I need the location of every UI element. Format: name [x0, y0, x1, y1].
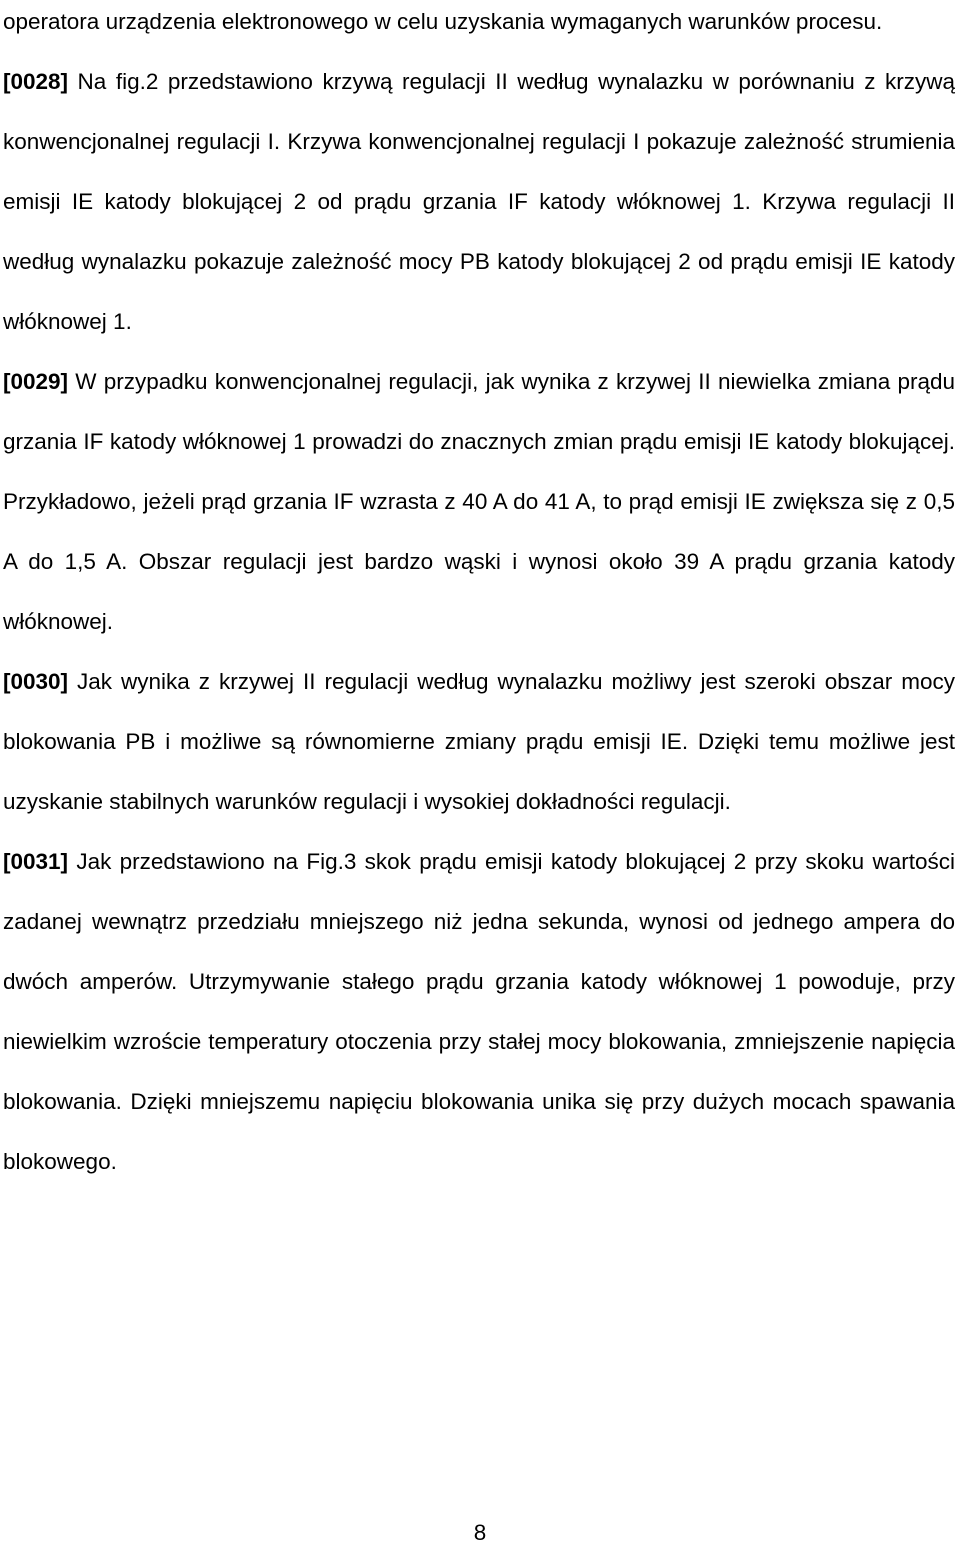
paragraph-0030 — [3, 652, 955, 832]
paragraph-text: W przypadku konwencjonalnej regulacji, jak wynika z krzywej II niewielka zmiana prądu grzania IF katody włóknowej 1 prowadzi do znacznych zmian prądu emisji IE katody blokującej. Przykładowo, jeżeli prąd grzania IF wzrasta z 40 A do 41 A, to prąd emisji IE zwiększa się z 0,5 A do 1,5 A. Obszar regulacji jest bardzo wąski i wynosi około 39 A prądu grzania katody włóknowej. — [3, 369, 955, 634]
paragraph-number: [0028] — [3, 69, 69, 94]
paragraph-text: Na fig.2 przedstawiono krzywą regulacji II według wynalazku w porównaniu z krzywą konwencjonalnej regulacji I. Krzywa konwencjonalnej regulacji I pokazuje zależność strumienia emisji IE katody blokującej 2 od prądu grzania IF katody włóknowej 1. Krzywa regulacji II według wynalazku pokazuje zależność mocy PB katody blokującej 2 od prądu emisji IE katody włóknowej 1. — [3, 69, 955, 334]
paragraph-text: Jak wynika z krzywej II regulacji według wynalazku możliwy jest szeroki obszar mocy blokowania PB i możliwe są równomierne zmiany prądu emisji IE. Dzięki temu możliwe jest uzyskanie stabilnych warunków regulacji i wysokiej dokładności regulacji. — [3, 669, 955, 814]
paragraph-text: Jak przedstawiono na Fig.3 skok prądu emisji katody blokującej 2 przy skoku wartości zadanej wewnątrz przedziału mniejszego niż jedna sekunda, wynosi od jednego ampera do dwóch amperów. Utrzymywanie stałego prądu grzania katody włóknowej 1 powoduje, przy niewielkim wzroście temperatury otoczenia przy stałej mocy blokowania, zmniejszenie napięcia blokowania. Dzięki mniejszemu napięciu blokowania unika się przy dużych mocach spawania blokowego. — [3, 849, 955, 1174]
paragraph-continuation — [3, 0, 955, 52]
page-number: 8 — [473, 1520, 487, 1545]
document-body — [3, 0, 955, 1192]
paragraph-0028 — [3, 52, 955, 352]
paragraph-number: [0031] — [3, 849, 69, 874]
paragraph-number: [0029] — [3, 369, 69, 394]
paragraph-text: operatora urządzenia elektronowego w celu uzyskania wymaganych warunków procesu. — [3, 9, 883, 34]
paragraph-number: [0030] — [3, 669, 69, 694]
paragraph-0031 — [3, 832, 955, 1192]
paragraph-0029 — [3, 352, 955, 652]
